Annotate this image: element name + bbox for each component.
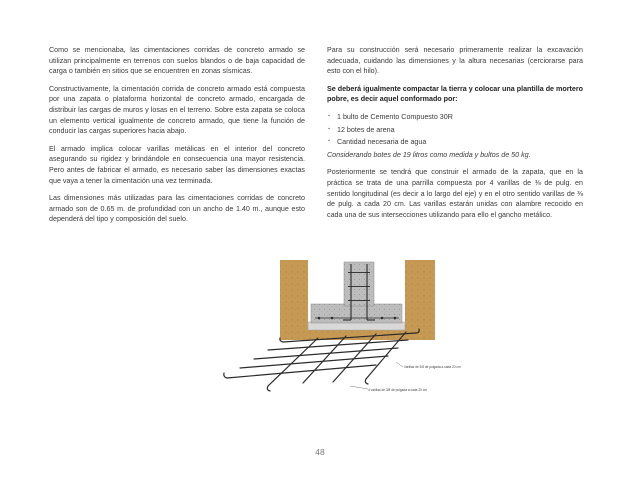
rebar-label-longitudinal: 4 varillas de 3/8 de pulgada a cada 20 cm <box>368 388 428 392</box>
footing-slab <box>311 304 402 323</box>
left-column <box>49 45 305 232</box>
rebar-label-transverse: Varillas de 3/8 de pulgada a cada 20 cm <box>404 365 461 369</box>
materials-list-item: · 1 bulto de Cemento Compuesto 30R <box>327 112 583 123</box>
right-soil-wall <box>405 260 435 338</box>
label-leader-top <box>396 362 403 367</box>
right-intro-paragraph: Para su construcción será necesario primeramente realizar la excavación adecuada, cuidando las dimensiones y la altura necesarias (cerciorarse para esto con el hilo). <box>327 46 583 76</box>
left-soil-wall <box>280 260 308 338</box>
right-column <box>327 45 583 227</box>
rebar-footing-illustration <box>218 258 468 408</box>
right-closing-paragraph: Posteriormente se tendrá que construir el armado de la zapata, que en la práctica se trata de una parrilla compuesta por 4 varillas de ⅜ de pulg. en sentido longitudinal (es decir a lo largo del eje) y en el otro sentido varillas de ⅜ de pulg. a cada 20 cm. Las varillas estarán unidas con alambre recocido en cada una de sus intersecciones utilizando para ello el gancho metálico. <box>327 168 583 219</box>
materials-list-item: · Cantidad necesaria de agua <box>327 137 583 148</box>
left-paragraph-2: Constructivamente, la cimentación corrida de concreto armado está compuesta por una zapata o plataforma horizontal de concreto armado, encargada de distribuir las cargas de muros y losas en el terreno. Sobre esta zapata se coloca un elemento vertical igualmente de concreto armado, que tiene la función de conducir las cargas superiores hacia abajo. <box>49 84 305 136</box>
materials-list <box>327 112 583 148</box>
materials-list-item: · 12 botes de arena <box>327 125 583 136</box>
page-number: 48 <box>315 447 325 457</box>
left-paragraph-3: El armado implica colocar varillas metálicas en el interior del concreto asegurando su rigidez y brindándole en consecuencia una mayor resistencia. Pero antes de fabricar el armado, es necesario saber las dimensiones exactas que vaya a tener la cimentación una vez terminada. <box>49 144 305 185</box>
measurement-note: Considerando botes de 19 litros como medida y bultos de 50 kg. <box>327 150 531 159</box>
left-paragraph-1: Como se mencionaba, las cimentaciones corridas de concreto armado se utilizan principalmente en terrenos con suelos blandos o de baja capacidad de carga o también en sitios que se encuentren en zonas sísmicas. <box>49 46 305 76</box>
plantilla-bold-paragraph: Se deberá igualmente compactar la tierra y colocar una plantilla de mortero pobre, es decir aquel conformado por: <box>327 84 583 104</box>
label-leader-bottom <box>350 386 368 389</box>
left-paragraph-4: Las dimensiones más utilizadas para las cimentaciones corridas de concreto armado son de 0.65 m. de profundidad con un ancho de 1.40 m., aunque esto dependerá del tipo y composición del suelo. <box>49 194 305 224</box>
concrete-column <box>344 262 374 306</box>
